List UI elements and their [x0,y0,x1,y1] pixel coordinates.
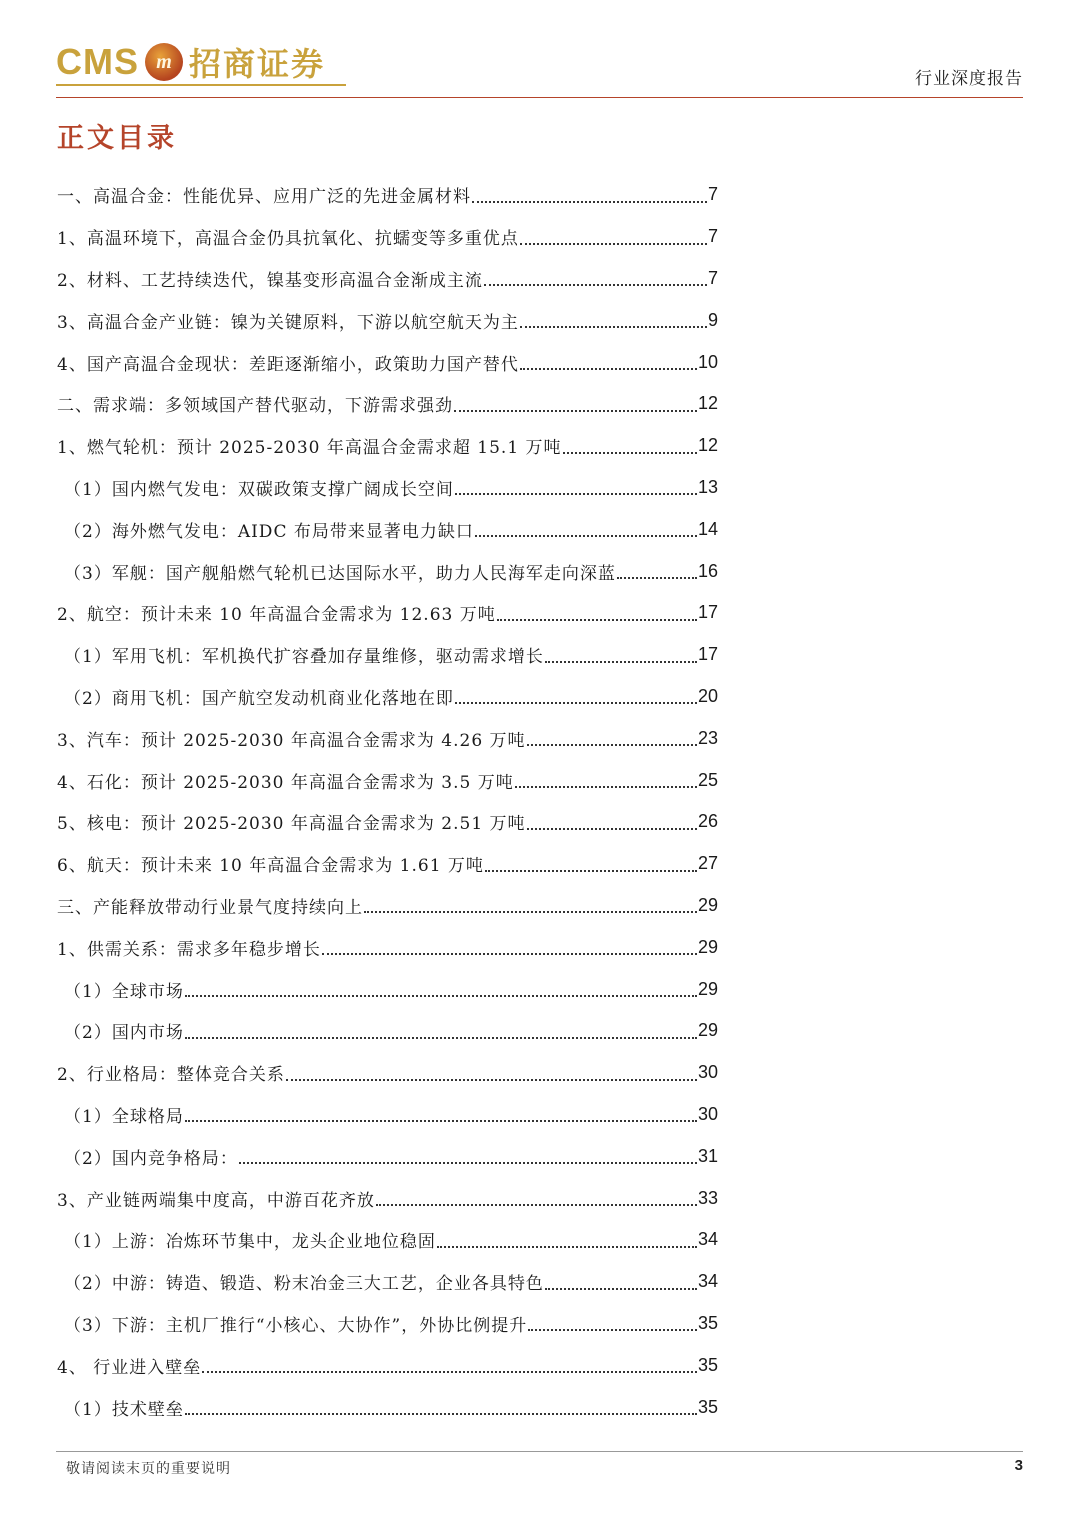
toc-entry-page: 10 [697,351,718,372]
toc-entry[interactable] [57,1094,718,1136]
toc-entry-label: 6、航天：预计未来 10 年高温合金需求为 1.61 万吨 [57,856,484,877]
toc-entry[interactable] [57,926,718,968]
toc-entry[interactable] [57,341,718,383]
toc-entry[interactable] [57,1177,718,1219]
toc-dot-leader [202,1371,697,1373]
toc-entry-label: （2）国内竞争格局： [64,1148,238,1169]
toc-entry-label: （1）国内燃气发电：双碳政策支撑广阔成长空间 [64,479,454,500]
toc-entry[interactable] [57,258,718,300]
toc-entry-label: 4、石化：预计 2025-2030 年高温合金需求为 3.5 万吨 [57,772,514,793]
toc-entry-page: 9 [707,309,718,330]
toc-entry-page: 16 [697,560,718,581]
table-of-contents [57,174,718,1428]
toc-entry-page: 30 [697,1062,718,1083]
toc-dot-leader [454,410,697,412]
toc-entry-page: 35 [697,1396,718,1417]
toc-entry-label: （1）上游：冶炼环节集中，龙头企业地位稳固 [64,1232,436,1253]
toc-entry-page: 17 [697,644,718,665]
header-divider [56,97,1023,98]
toc-entry-page: 34 [697,1271,718,1292]
toc-dot-leader [485,870,697,872]
toc-entry-label: （3）军舰：国产舰船燃气轮机已达国际水平，助力人民海军走向深蓝 [64,563,616,584]
toc-entry[interactable] [57,174,718,216]
logo-chinese-text: 招商证券 [189,45,326,83]
toc-entry-label: （1）全球格局 [64,1106,184,1127]
toc-dot-leader [520,326,707,328]
toc-entry-page: 35 [697,1354,718,1375]
logo-emblem-icon: m [145,43,183,81]
toc-entry-page: 33 [697,1187,718,1208]
toc-entry[interactable] [57,634,718,676]
toc-dot-leader [455,702,697,704]
toc-entry[interactable] [57,216,718,258]
toc-entry[interactable] [57,1386,718,1428]
toc-dot-leader [484,284,707,286]
toc-dot-leader [527,828,697,830]
toc-entry-page: 12 [697,393,718,414]
toc-entry-label: 2、行业格局：整体竞合关系 [57,1065,285,1086]
company-logo [56,38,325,86]
toc-dot-leader [376,1204,697,1206]
toc-entry[interactable] [57,676,718,718]
toc-entry-page: 29 [697,1020,718,1041]
toc-entry[interactable] [57,508,718,550]
footer-page-number: 3 [1014,1457,1023,1474]
logo-latin-text: CMS [56,41,139,82]
toc-entry[interactable] [57,801,718,843]
toc-entry-page: 13 [697,476,718,497]
toc-entry-label: 4、 行业进入壁垒 [57,1357,202,1378]
toc-entry[interactable] [57,717,718,759]
toc-entry-label: 三、产能释放带动行业景气度持续向上 [57,897,363,918]
toc-entry[interactable] [57,1219,718,1261]
logo-underline [56,84,346,86]
toc-entry[interactable] [57,843,718,885]
toc-entry-page: 30 [697,1103,718,1124]
toc-dot-leader [286,1079,697,1081]
toc-entry[interactable] [57,1010,718,1052]
toc-entry-label: 2、材料、工艺持续迭代，镍基变形高温合金渐成主流 [57,270,483,291]
toc-entry[interactable] [57,383,718,425]
footer-note: 敬请阅读末页的重要说明 [66,1461,231,1477]
footer-divider [56,1451,1023,1452]
toc-entry-page: 34 [697,1229,718,1250]
toc-entry-page: 14 [697,518,718,539]
toc-entry-label: （2）海外燃气发电：AIDC 布局带来显著电力缺口 [64,521,474,542]
toc-entry-label: （2）中游：铸造、锻造、粉末冶金三大工艺，企业各具特色 [64,1274,544,1295]
toc-dot-leader [527,744,697,746]
toc-entry-page: 23 [697,727,718,748]
toc-dot-leader [185,1037,697,1039]
toc-dot-leader [455,493,697,495]
toc-entry-page: 31 [697,1145,718,1166]
toc-entry-page: 20 [697,685,718,706]
toc-entry-page: 29 [697,894,718,915]
toc-entry-label: 1、高温环境下，高温合金仍具抗氧化、抗蠕变等多重优点 [57,229,519,250]
toc-dot-leader [545,1288,697,1290]
toc-entry-label: （2）商用飞机：国产航空发动机商业化落地在即 [64,688,454,709]
toc-dot-leader [322,953,697,955]
toc-entry-page: 12 [697,435,718,456]
toc-dot-leader [437,1246,697,1248]
toc-entry-label: 1、供需关系：需求多年稳步增长 [57,939,321,960]
toc-entry-label: 2、航空：预计未来 10 年高温合金需求为 12.63 万吨 [57,605,496,626]
toc-entry[interactable] [57,550,718,592]
toc-entry[interactable] [57,1135,718,1177]
toc-dot-leader [364,911,697,913]
toc-dot-leader [545,661,697,663]
page-header [56,36,1023,98]
toc-dot-leader [475,535,697,537]
toc-entry[interactable] [57,592,718,634]
toc-entry-page: 26 [697,811,718,832]
toc-entry[interactable] [57,885,718,927]
toc-entry[interactable] [57,425,718,467]
toc-entry-label: （1）全球市场 [64,981,184,1002]
toc-entry-label: 3、汽车：预计 2025-2030 年高温合金需求为 4.26 万吨 [57,730,526,751]
toc-dot-leader [617,577,697,579]
toc-entry[interactable] [57,1303,718,1345]
toc-entry-label: 3、高温合金产业链：镍为关键原料，下游以航空航天为主 [57,312,519,333]
toc-entry-label: 1、燃气轮机：预计 2025-2030 年高温合金需求超 15.1 万吨 [57,438,562,459]
toc-dot-leader [239,1162,697,1164]
toc-dot-leader [515,786,697,788]
toc-dot-leader [563,452,697,454]
toc-entry-page: 7 [707,226,718,247]
report-type-label: 行业深度报告 [915,69,1023,89]
toc-entry-label: （2）国内市场 [64,1023,184,1044]
toc-entry-label: 5、核电：预计 2025-2030 年高温合金需求为 2.51 万吨 [57,814,526,835]
toc-entry-label: （3）下游：主机厂推行“小核心、大协作”，外协比例提升 [64,1315,528,1336]
toc-dot-leader [497,619,697,621]
toc-entry-page: 17 [697,602,718,623]
toc-entry-page: 27 [697,853,718,874]
toc-entry-label: 二、需求端：多领域国产替代驱动，下游需求强劲 [57,396,453,417]
toc-entry-label: 一、高温合金：性能优异、应用广泛的先进金属材料 [57,187,471,208]
toc-dot-leader [185,1120,697,1122]
toc-entry[interactable] [57,1052,718,1094]
toc-entry[interactable] [57,299,718,341]
toc-entry[interactable] [57,1261,718,1303]
toc-entry-label: 3、产业链两端集中度高，中游百花齐放 [57,1190,375,1211]
toc-entry-page: 29 [697,936,718,957]
toc-entry[interactable] [57,467,718,509]
toc-entry[interactable] [57,759,718,801]
toc-entry-page: 7 [707,184,718,205]
toc-entry-page: 35 [697,1312,718,1333]
toc-dot-leader [528,1329,697,1331]
toc-entry-page: 29 [697,978,718,999]
toc-entry-page: 25 [697,769,718,790]
toc-entry-label: 4、国产高温合金现状：差距逐渐缩小，政策助力国产替代 [57,354,519,375]
toc-dot-leader [185,995,697,997]
toc-dot-leader [472,201,707,203]
page-title: 正文目录 [57,123,177,154]
toc-entry-page: 7 [707,267,718,288]
toc-dot-leader [185,1413,697,1415]
toc-entry-label: （1）技术壁垒 [64,1399,184,1420]
toc-entry[interactable] [57,1344,718,1386]
toc-entry-label: （1）军用飞机：军机换代扩容叠加存量维修，驱动需求增长 [64,647,544,668]
toc-dot-leader [520,368,697,370]
toc-entry[interactable] [57,968,718,1010]
toc-dot-leader [520,243,707,245]
